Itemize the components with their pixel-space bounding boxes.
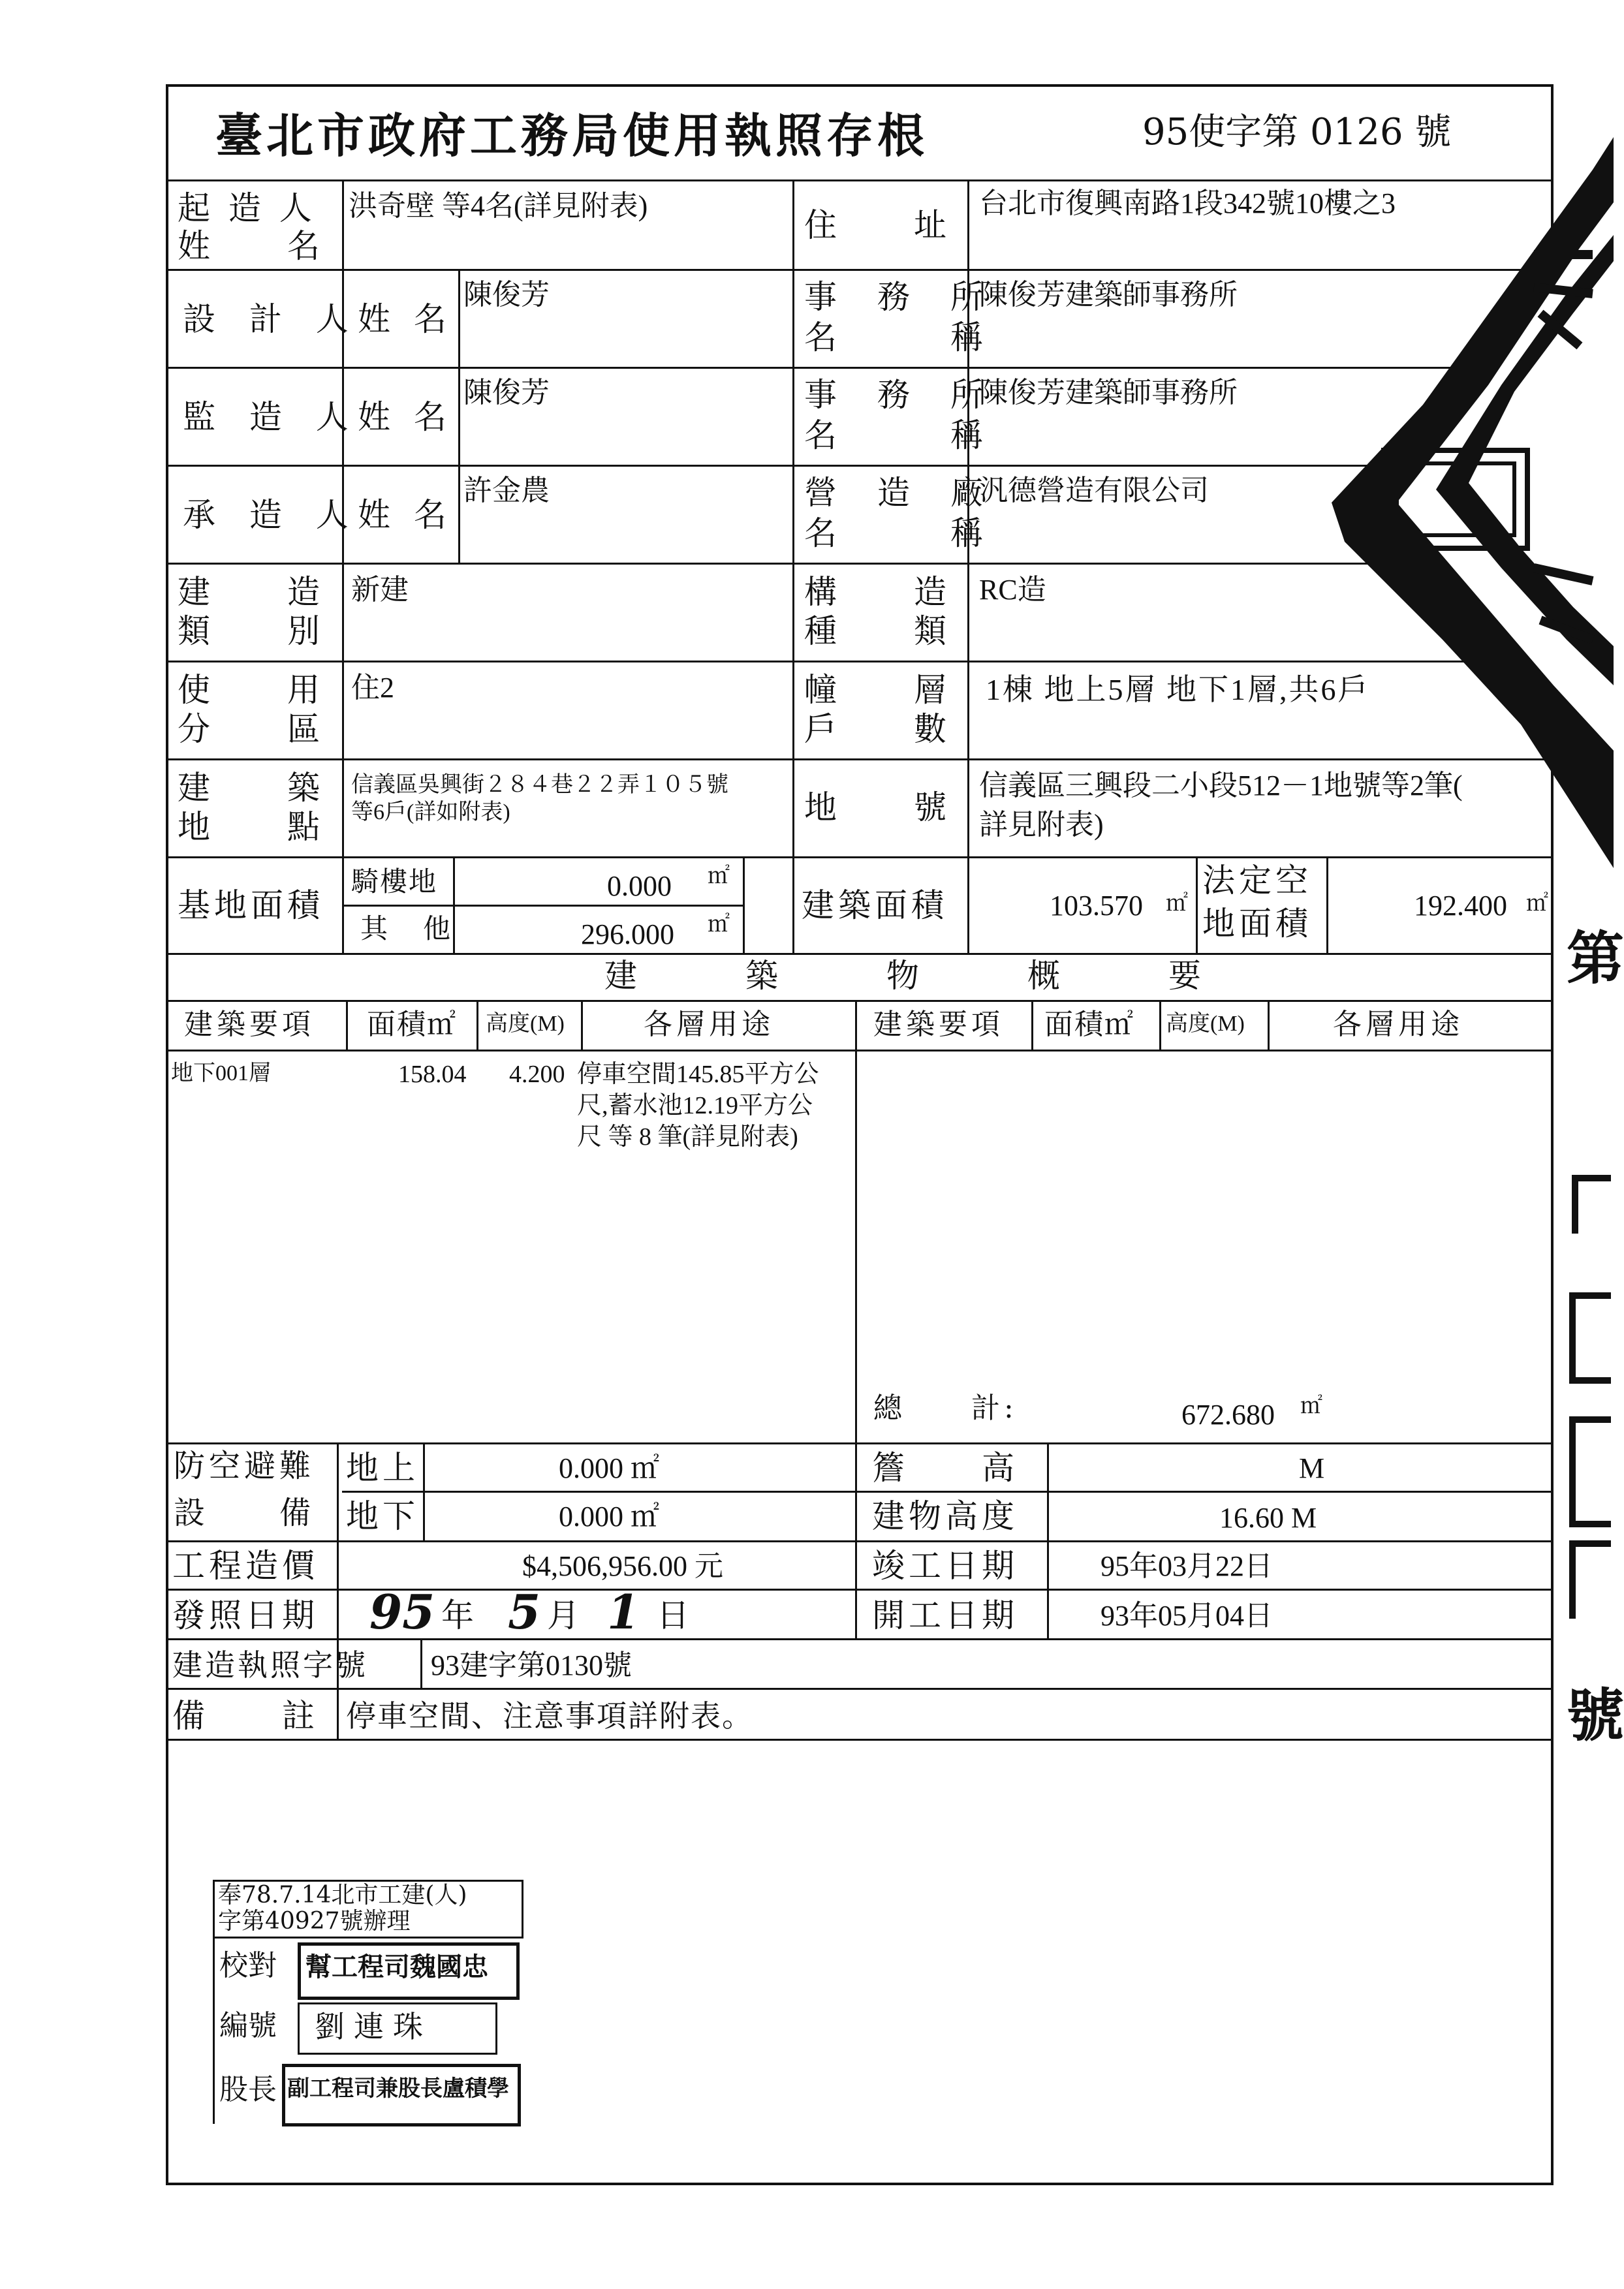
zoning-label-2: 分 區	[178, 710, 324, 748]
office-stamp	[213, 1880, 526, 2128]
issue-date-label: 發照日期	[172, 1596, 319, 1634]
location-value: 信義區吳興街２８４巷２２弄１０５號	[351, 773, 728, 797]
structure-label: 構 造	[804, 573, 950, 611]
total-label: 總 計:	[873, 1392, 1018, 1425]
build-area-label: 建築面積	[802, 886, 948, 924]
owner-name: 洪奇壁 等4名(詳見附表)	[349, 190, 648, 222]
cost-label: 工程造價	[172, 1547, 319, 1585]
stamp-reference-2: 字第40927號辦理	[218, 1908, 411, 1935]
header-use-right: 各層用途	[1333, 1008, 1463, 1041]
location-label-2: 地 點	[178, 808, 324, 846]
shelter-above-label: 地上	[346, 1449, 419, 1487]
check-signature: 幫工程司魏國忠	[305, 1952, 488, 1982]
header-item-right: 建築要項	[873, 1008, 1004, 1041]
designer-office: 陳俊芳建築師事務所	[979, 279, 1238, 311]
supervisor-name: 陳俊芳	[463, 377, 550, 409]
header-height-left: 高度(M)	[486, 1012, 565, 1036]
supervisor-office: 陳俊芳建築師事務所	[979, 377, 1238, 409]
build-type-value: 新建	[351, 574, 409, 606]
header-area-right: 面積㎡	[1044, 1008, 1134, 1041]
open-area-label: 法定空	[1202, 862, 1312, 899]
header-use-left: 各層用途	[644, 1008, 774, 1041]
designer-label: 設 計 人	[183, 300, 360, 338]
build-area-unit: ㎡	[1166, 892, 1188, 916]
arcade-unit: ㎡	[708, 864, 730, 888]
build-type-label: 建 造	[178, 573, 324, 611]
designer-office-label-2: 名 稱	[804, 319, 987, 356]
lot-label: 地 號	[804, 788, 950, 826]
issue-year-unit: 年	[441, 1596, 478, 1634]
row-use-2: 尺,蓄水池12.19平方公	[577, 1092, 813, 1119]
start-date-label: 開工日期	[872, 1596, 1018, 1634]
supervisor-name-label: 姓 名	[358, 398, 453, 436]
permit-number: 95使字第 0126 號	[1142, 111, 1452, 153]
contractor-office: 汎德營造有限公司	[979, 475, 1209, 506]
issue-year-handwritten: 95	[369, 1584, 435, 1640]
issue-day-handwritten: 1	[607, 1584, 640, 1640]
structure-label-2: 種 類	[804, 612, 950, 650]
open-area-value: 192.400	[1414, 890, 1507, 922]
issue-month-unit: 月	[547, 1596, 584, 1634]
shelter-above-value: 0.000 ㎡	[559, 1452, 659, 1484]
arcade-value: 0.000	[607, 870, 672, 902]
units-value: 1棟 地上5層 地下1層,共6戶	[986, 673, 1370, 706]
approval-seal	[1227, 98, 1614, 946]
units-label: 幢 層	[804, 671, 950, 709]
header-height-right: 高度(M)	[1166, 1012, 1245, 1036]
arcade-label: 騎樓地	[351, 865, 438, 897]
supervisor-label: 監 造 人	[183, 398, 360, 436]
row-height: 4.200	[509, 1061, 565, 1088]
build-permit-value: 93建字第0130號	[431, 1649, 632, 1681]
address-label: 住 址	[804, 206, 950, 244]
row-use-3: 尺 等 8 筆(詳見附表)	[577, 1123, 798, 1151]
shelter-below-value: 0.000 ㎡	[559, 1501, 659, 1533]
designer-office-label: 事 務 所	[804, 278, 987, 316]
build-permit-label: 建造執照字號	[172, 1647, 368, 1683]
location-value-2: 等6戶(詳如附表)	[351, 800, 510, 824]
other-label: 其 他	[360, 912, 455, 944]
building-height-value: 16.60 M	[1219, 1502, 1317, 1534]
stamp-reference: 奉78.7.14北市工建(人)	[218, 1882, 467, 1908]
chief-label: 股長	[219, 2073, 277, 2106]
header-area-left: 面積㎡	[367, 1008, 457, 1041]
shelter-label-2: 設 備	[174, 1495, 315, 1531]
number-label: 編號	[219, 2009, 277, 2042]
finish-date-value: 95年03月22日	[1101, 1550, 1273, 1582]
summary-title: 建 築 物 概 要	[604, 957, 1215, 995]
open-area-unit: ㎡	[1526, 892, 1548, 916]
owner-label-2: 姓 名	[178, 227, 324, 265]
header-item-left: 建築要項	[184, 1008, 315, 1041]
eave-label: 簷 高	[872, 1449, 1018, 1487]
contractor-office-label: 營 造 廠	[804, 474, 987, 512]
cost-value: $4,506,956.00 元	[522, 1550, 723, 1582]
units-label-2: 戶 數	[804, 710, 950, 748]
edge-stamp-fragment-2	[1569, 1292, 1611, 1384]
total-unit: ㎡	[1300, 1394, 1322, 1418]
supervisor-office-label-2: 名 稱	[804, 416, 987, 454]
finish-date-label: 竣工日期	[872, 1547, 1018, 1585]
location-label: 建 築	[178, 769, 324, 807]
structure-value: RC造	[979, 574, 1046, 606]
issue-month-handwritten: 5	[508, 1584, 541, 1640]
edge-stamp-fragment-1	[1572, 1175, 1611, 1234]
number-signature: 劉連珠	[315, 2009, 432, 2044]
owner-label: 起 造 人	[178, 189, 316, 227]
site-area-label: 基地面積	[178, 886, 324, 924]
address-value: 台北市復興南路1段342號10樓之3	[979, 187, 1396, 219]
start-date-value: 93年05月04日	[1101, 1600, 1273, 1632]
issue-day-unit: 日	[657, 1596, 693, 1634]
build-area-value: 103.570	[1050, 890, 1143, 922]
remark-label: 備 註	[172, 1697, 319, 1735]
lot-value-2: 詳見附表)	[979, 809, 1104, 841]
edge-stamp-fragment-4	[1569, 1540, 1611, 1619]
other-unit: ㎡	[708, 912, 730, 937]
row-item: 地下001層	[171, 1061, 271, 1085]
remark-value: 停車空間、注意事項詳附表。	[346, 1698, 753, 1734]
eave-value: M	[1299, 1452, 1325, 1484]
shelter-label: 防空避難	[174, 1448, 315, 1484]
contractor-label: 承 造 人	[183, 496, 360, 534]
other-value: 296.000	[581, 918, 674, 950]
build-type-label-2: 類 別	[178, 612, 324, 650]
check-label: 校對	[219, 1949, 277, 1982]
zoning-value: 住2	[351, 672, 394, 704]
edge-stamp-fragment-3	[1569, 1416, 1611, 1527]
lot-value: 信義區三興段二小段512－1地號等2筆(	[979, 770, 1463, 802]
building-height-label: 建物高度	[872, 1497, 1018, 1535]
row-area: 158.04	[398, 1061, 467, 1088]
shelter-below-label: 地下	[346, 1497, 419, 1535]
total-value: 672.680	[1181, 1399, 1275, 1431]
row-use: 停車空間145.85平方公	[577, 1061, 819, 1088]
designer-name-label: 姓 名	[358, 300, 453, 338]
edge-stamp-char-1: 第	[1567, 924, 1624, 992]
supervisor-office-label: 事 務 所	[804, 376, 987, 414]
document-title: 臺北市政府工務局使用執照存根	[215, 108, 929, 163]
contractor-office-label-2: 名 稱	[804, 514, 987, 552]
zoning-label: 使 用	[178, 671, 324, 709]
chief-signature: 副工程司兼股長盧積學	[287, 2076, 509, 2102]
open-area-label-2: 地面積	[1202, 905, 1312, 942]
edge-stamp-char-2: 號	[1567, 1681, 1624, 1749]
designer-name: 陳俊芳	[463, 279, 550, 311]
contractor-name-label: 姓 名	[358, 496, 453, 534]
contractor-name: 許金農	[463, 475, 550, 506]
